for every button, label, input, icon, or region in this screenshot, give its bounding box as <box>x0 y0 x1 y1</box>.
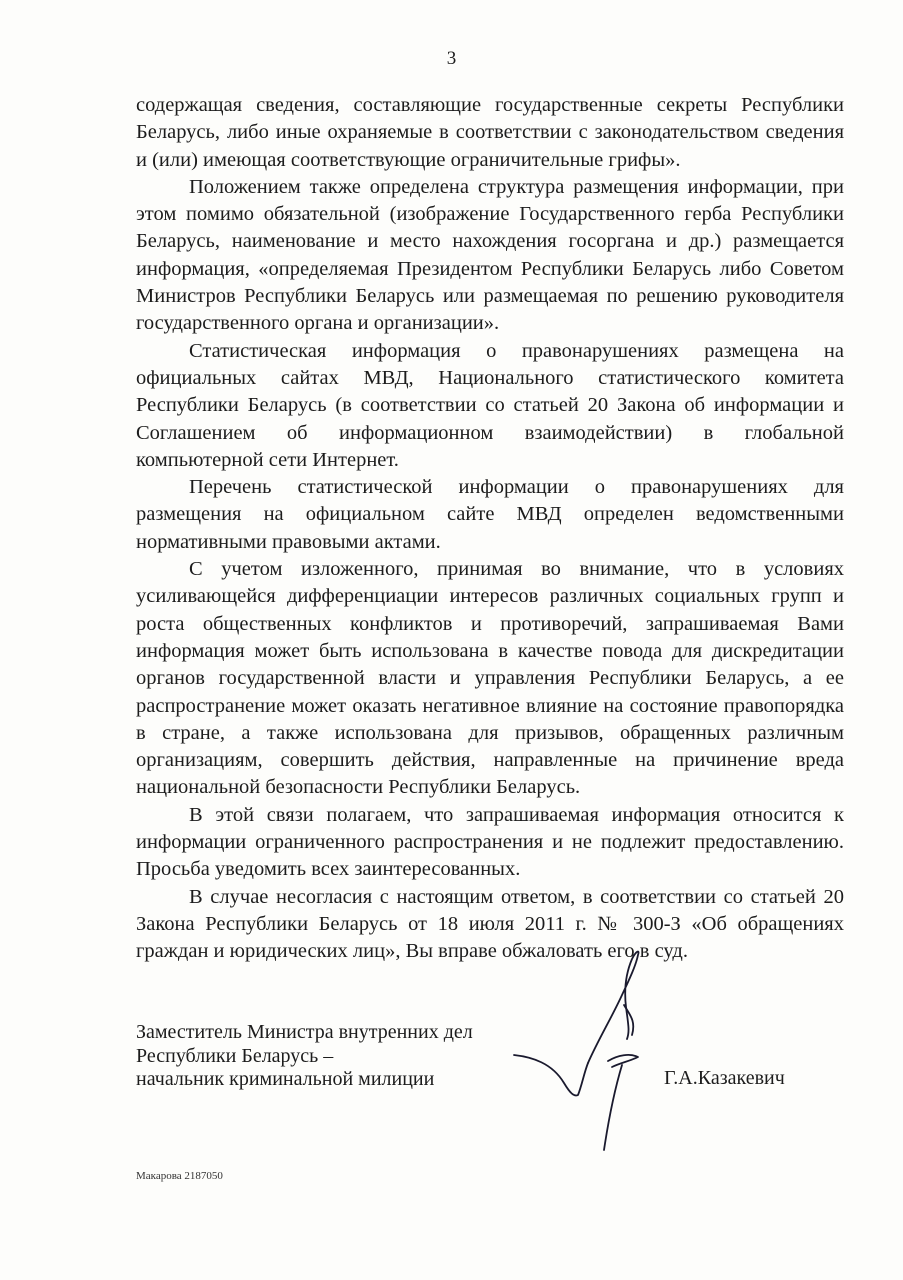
signer-position-line-2: Республики Беларусь – <box>136 1044 334 1067</box>
signer-position-line-1: Заместитель Министра внутренних дел <box>136 1021 473 1043</box>
letter-body <box>136 92 844 966</box>
paragraph-7: В случае несогласия с настоящим ответом, в соответствии со статьей 20 Закона Республики Беларусь от 18 июля 2011 г. № 300-З «Об обращениях граждан и юридических лиц», Вы вправе обжаловать его в суд. <box>136 885 844 963</box>
page-number: 3 <box>446 48 457 69</box>
paragraph-4: Перечень статистической информации о правонарушениях для размещения на официальном сайте МВД определен ведомственными нормативными правовыми актами. <box>136 476 844 553</box>
signer-position <box>136 1021 473 1092</box>
paragraph-6: В этой связи полагаем, что запрашиваемая информация относится к информации ограниченного распространения и не подлежит предоставлению. Просьба уведомить всех заинтересованных. <box>136 803 844 881</box>
paragraph-5: С учетом изложенного, принимая во внимание, что в условиях усиливающейся дифференциации интересов различных социальных групп и роста общественных конфликтов и противоречий, запрашиваемая Вами информация может быть использована в качестве повода для дискредитации органов государственной власти и управления Республики Беларусь, а ее распространение может оказать негативное влияние на состояние правопорядка в стране, а также использована для призывов, обращенных различным организациям, совершить действия, направленные на причинение вреда национальной безопасности Республики Беларусь. <box>136 558 844 799</box>
handwritten-signature <box>512 945 662 1155</box>
paragraph-3: Статистическая информация о правонарушениях размещена на официальных сайтах МВД, Национального статистического комитета Республики Беларусь (в соответствии со статьей 20 Закона об информации и Соглашением об информационном взаимодействии) в глобальной компьютерной сети Интернет. <box>136 339 844 471</box>
paragraph-2: Положением также определена структура размещения информации, при этом помимо обязательной (изображение Государственного герба Республики Беларусь, наименование и место нахождения госоргана и др.) размещается информация, «определяемая Президентом Республики Беларусь либо Советом Министров Республики Беларусь или размещаемая по решению руководителя государственного органа и организации». <box>136 175 844 335</box>
executor-note: Макарова 2187050 <box>136 1170 223 1182</box>
paragraph-1: содержащая сведения, составляющие государственные секреты Республики Беларусь, либо иные охраняемые в соответствии с законодательством сведения и (или) имеющая соответствующие ограничительные грифы». <box>136 94 844 171</box>
signer-name: Г.А.Казакевич <box>664 1067 785 1089</box>
signer-position-line-3: начальник криминальной милиции <box>136 1068 435 1090</box>
